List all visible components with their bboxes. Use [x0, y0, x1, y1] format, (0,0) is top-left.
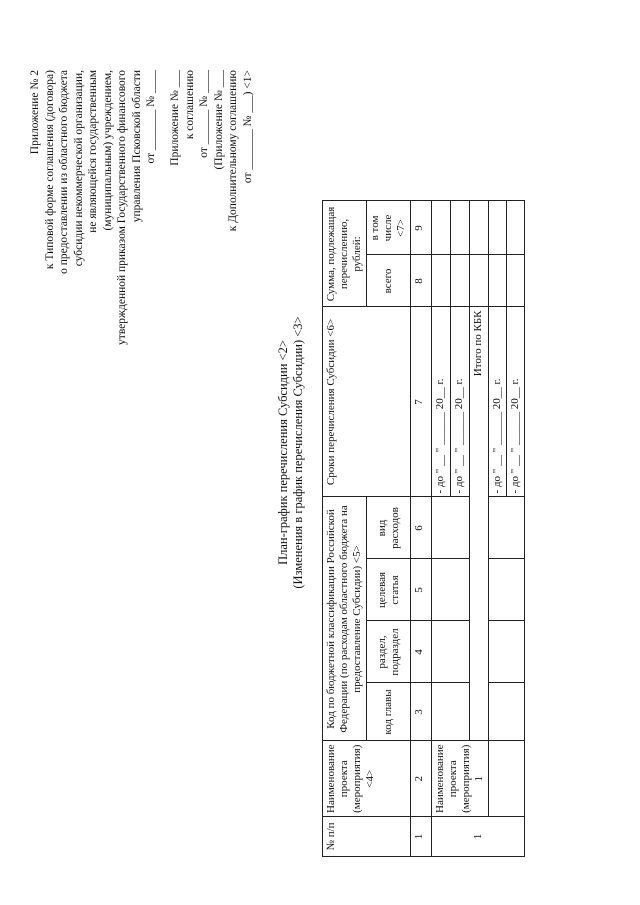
payment-schedule-table [322, 200, 525, 857]
appendix-line: управления Псковской области [130, 70, 143, 223]
appendix-line: к Типовой форме соглашения (договора) [43, 70, 56, 270]
col-number: 3 [411, 683, 432, 741]
header-including: в том числе <7> [367, 201, 411, 255]
appendix-line: субсидии некоммерческой организации, [72, 70, 85, 267]
date-cell: - до " __ " ______ 20__ г. [432, 307, 451, 497]
project-name-cell: Наименование проекта (мероприятия) 1 [432, 741, 489, 817]
appendix-line: от ______ № ____ [198, 70, 210, 158]
appendix-line: не являющейся государственным [87, 70, 99, 233]
appendix-line: от _______ № ____ [145, 70, 157, 164]
title-subline: (Изменения в график перечисления Субсидии) <3> [291, 316, 305, 589]
col-number: 4 [411, 621, 432, 683]
header-chapter-code: код главы [367, 683, 411, 741]
col-number: 9 [411, 201, 432, 255]
header-section: раздел, подраздел [367, 621, 411, 683]
document-title [276, 0, 306, 905]
appendix-line: (муниципальным) учреждением, [101, 70, 114, 231]
date-cell: - до " __ " ______ 20__ г. [451, 307, 470, 497]
appendix-line: к Дополнительному соглашению [227, 70, 239, 232]
header-amount: Сумма, подлежащая перечислению, рублей: [323, 201, 367, 307]
row-number-cell: 1 [432, 817, 525, 857]
col-number: 5 [411, 559, 432, 621]
appendix-line: Приложение № ___ [169, 70, 181, 166]
column-number-row [411, 201, 432, 857]
header-project: Наименование проекта (мероприятия) <4> [323, 741, 411, 817]
col-number: 8 [411, 255, 432, 307]
table-row [432, 201, 451, 857]
date-cell: - до " __ " ______ 20__ г. [507, 307, 525, 497]
header-kbk: Код по бюджетной классификации Российской Федерации (по расходам областного бюджета на предоставление Субсидии) <5> [323, 497, 367, 741]
appendix-line: от _______ № ___) <1> [241, 70, 254, 184]
col-number: 7 [411, 307, 432, 497]
table-row [489, 201, 507, 857]
appendix-line: к соглашению [183, 70, 196, 140]
header-terms: Сроки перечисления Субсидии <6> [323, 307, 411, 497]
header-total: всего [367, 255, 411, 307]
kbk-total-cell: Итого по КБК [470, 307, 489, 741]
appendix-line: о предоставлении из областного бюджета [58, 70, 70, 274]
col-number: 1 [411, 817, 432, 857]
header-target-article: целевая статья [367, 559, 411, 621]
appendix-line: Приложение № 2 [29, 70, 41, 155]
appendix-header-agreement [168, 70, 255, 231]
date-cell: - до " __ " ______ 20__ г. [489, 307, 507, 497]
header-num: № п/п [323, 817, 411, 857]
appendix-line: (Приложение № ___ [212, 70, 225, 170]
col-number: 2 [411, 741, 432, 817]
title-line: План-график перечисления Субсидии <2> [276, 340, 290, 565]
appendix-line: утвержденной приказом Государственного финансового [116, 70, 128, 345]
appendix-header-main [28, 70, 159, 345]
col-number: 6 [411, 497, 432, 559]
header-expense-type: вид расходов [367, 497, 411, 559]
